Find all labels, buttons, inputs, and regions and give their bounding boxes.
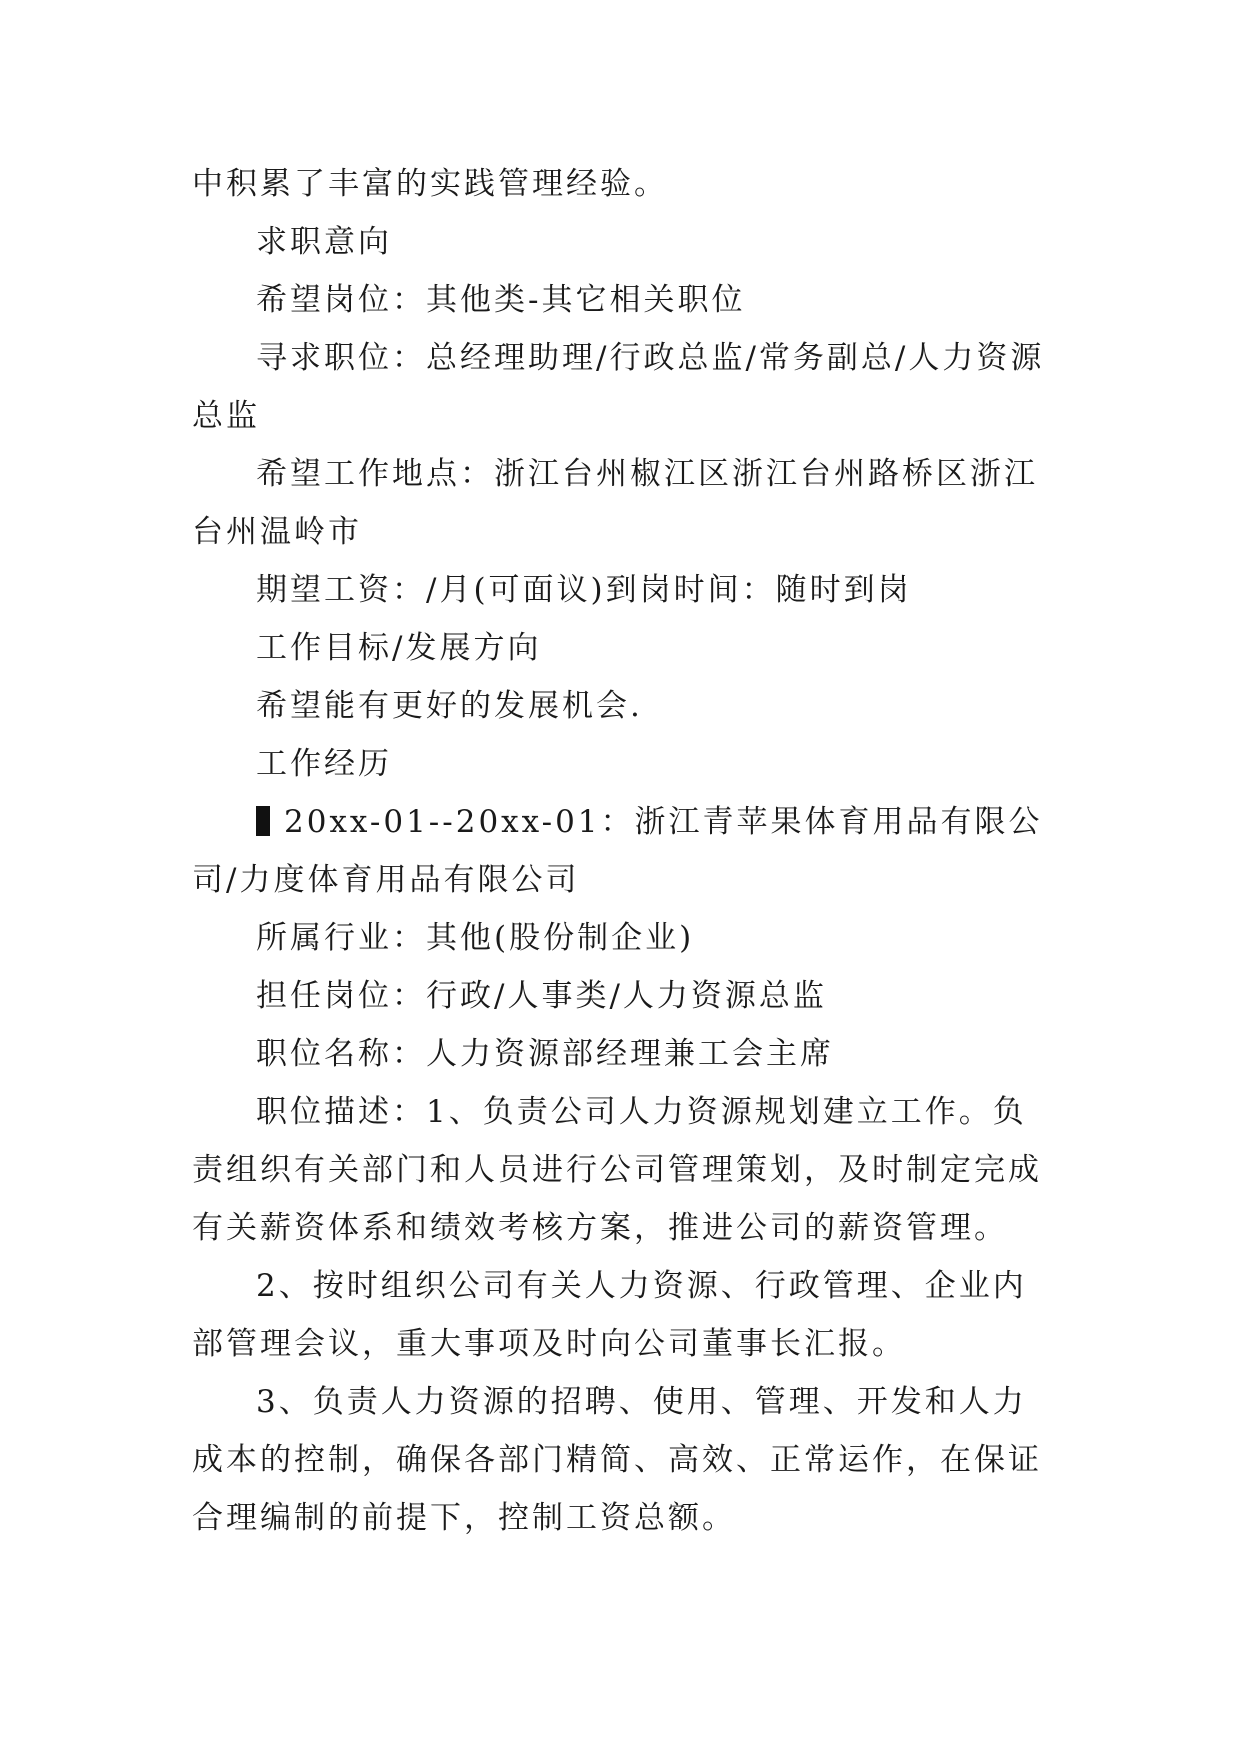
paragraph-held-position: 担任岗位：行政/人事类/人力资源总监	[256, 978, 827, 1014]
paragraph-1: 中积累了丰富的实践管理经验。	[192, 166, 668, 202]
paragraph-duty-3: 3、负责人力资源的招聘、使用、管理、开发和人力成本的控制，确保各部门精简、高效、正常运作，在保证合理编制的前提下，控制工资总额。	[192, 1384, 1042, 1536]
paragraph-position-title: 职位名称：人力资源部经理兼工会主席	[256, 1036, 834, 1072]
square-bullet-icon	[256, 806, 270, 836]
paragraph-goal-text: 希望能有更好的发展机会.	[256, 688, 643, 724]
paragraph-position-description: 职位描述：1、负责公司人力资源规划建立工作。负责组织有关部门和人员进行公司管理策划，及时制定完成有关薪资体系和绩效考核方案，推进公司的薪资管理。	[192, 1094, 1042, 1246]
section-heading-work-experience: 工作经历	[256, 746, 392, 782]
experience-entry-text: 20xx-01--20xx-01：浙江青苹果体育用品有限公司/力度体育用品有限公司	[192, 804, 1043, 898]
paragraph-experience-entry	[192, 793, 1052, 909]
paragraph-expected-salary: 期望工资：/月(可面议)到岗时间：随时到岗	[256, 572, 912, 608]
paragraph-duty-2: 2、按时组织公司有关人力资源、行政管理、企业内部管理会议，重大事项及时向公司董事长汇报。	[192, 1268, 1027, 1362]
paragraph-industry: 所属行业：其他(股份制企业)	[256, 920, 695, 956]
section-heading-work-goal: 工作目标/发展方向	[256, 630, 542, 666]
paragraph-seeking-position: 寻求职位：总经理助理/行政总监/常务副总/人力资源总监	[192, 340, 1045, 434]
section-heading-job-intention: 求职意向	[256, 224, 392, 260]
paragraph-desired-location: 希望工作地点：浙江台州椒江区浙江台州路桥区浙江台州温岭市	[192, 456, 1038, 550]
document-body	[192, 155, 1052, 1547]
paragraph-desired-position: 希望岗位：其他类-其它相关职位	[256, 282, 746, 318]
